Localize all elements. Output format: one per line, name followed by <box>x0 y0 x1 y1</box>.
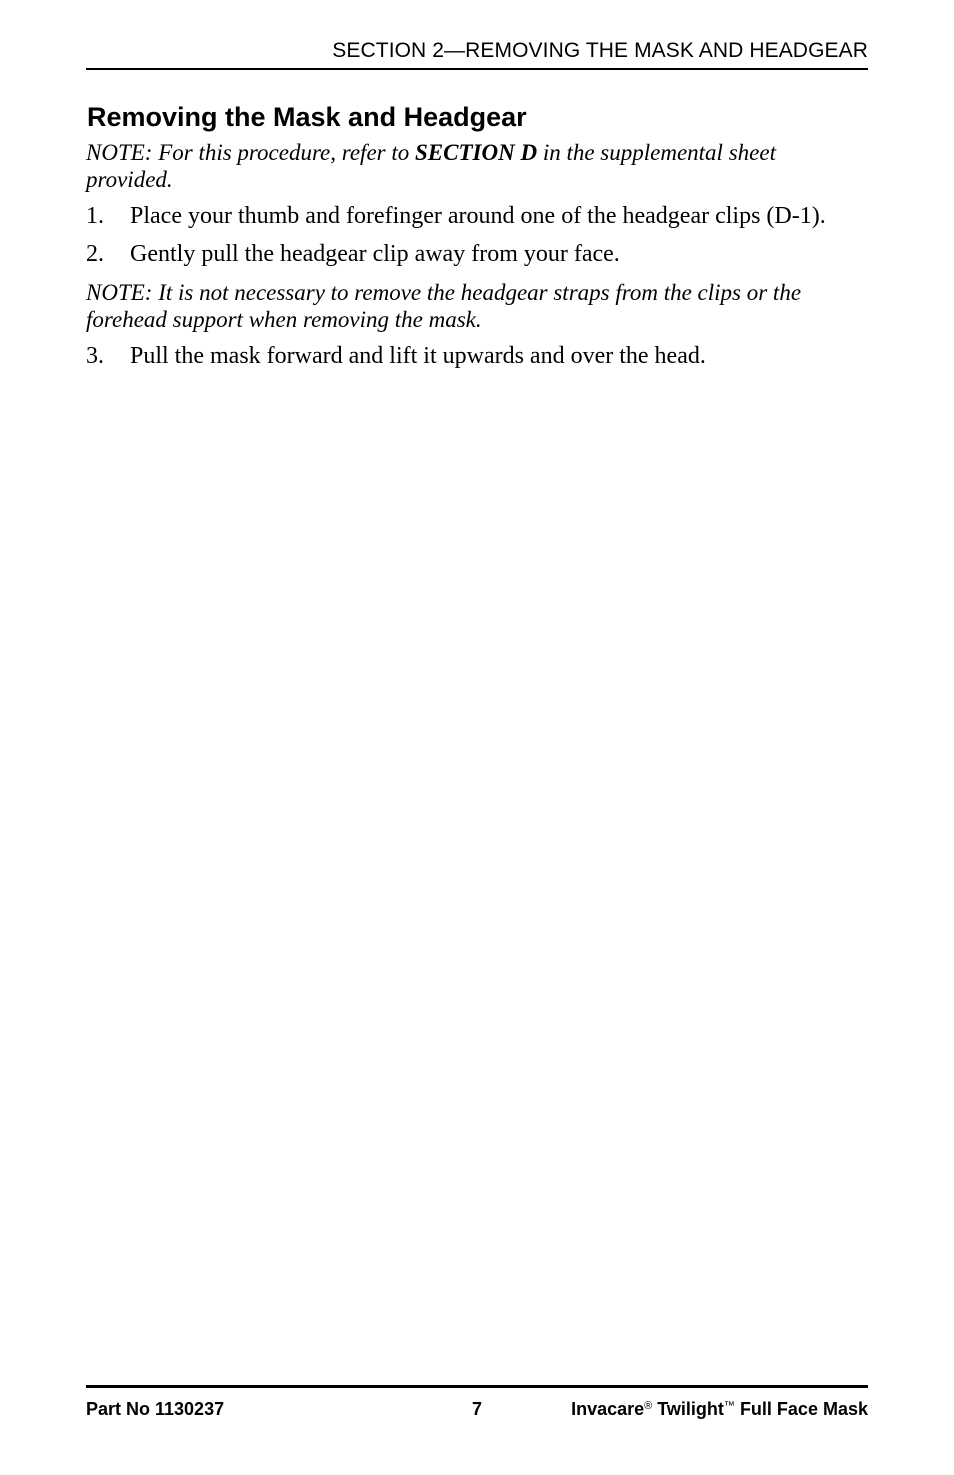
step-number: 3. <box>86 343 104 369</box>
step-item <box>86 241 868 268</box>
registered-mark: ® <box>644 1400 653 1412</box>
step-text: Pull the mask forward and lift it upwards and over the head. <box>130 343 706 369</box>
product-name: Twilight <box>657 1399 724 1419</box>
product-brand <box>571 1399 868 1420</box>
page-title: Removing the Mask and Headgear <box>87 102 527 132</box>
page-header <box>86 38 868 70</box>
page-footer <box>86 1385 868 1428</box>
product-desc: Full Face Mask <box>739 1399 868 1419</box>
note-straps: NOTE: It is not necessary to remove the headgear straps from the clips or the forehead support when removing the mask. <box>86 280 802 332</box>
step-item <box>86 343 868 370</box>
step-item <box>86 203 868 230</box>
note-emphasis: SECTION D <box>415 140 538 165</box>
note-suffix: in the supplemental sheet provided. <box>86 140 776 192</box>
step-number: 1. <box>86 203 104 229</box>
brand-name: Invacare <box>571 1399 645 1419</box>
part-number: Part No 1130237 <box>86 1399 225 1419</box>
step-text: Place your thumb and forefinger around one of the headgear clips (D-1). <box>130 203 826 229</box>
trademark-mark: ™ <box>723 1400 735 1412</box>
step-text: Gently pull the headgear clip away from your face. <box>130 241 620 267</box>
note-prefix: NOTE: For this procedure, refer to <box>86 140 415 165</box>
note-supplemental <box>86 139 868 193</box>
step-number: 2. <box>86 241 104 267</box>
main-content <box>86 100 868 381</box>
page-number: 7 <box>472 1399 483 1419</box>
section-title: SECTION 2—REMOVING THE MASK AND HEADGEAR <box>332 39 868 62</box>
